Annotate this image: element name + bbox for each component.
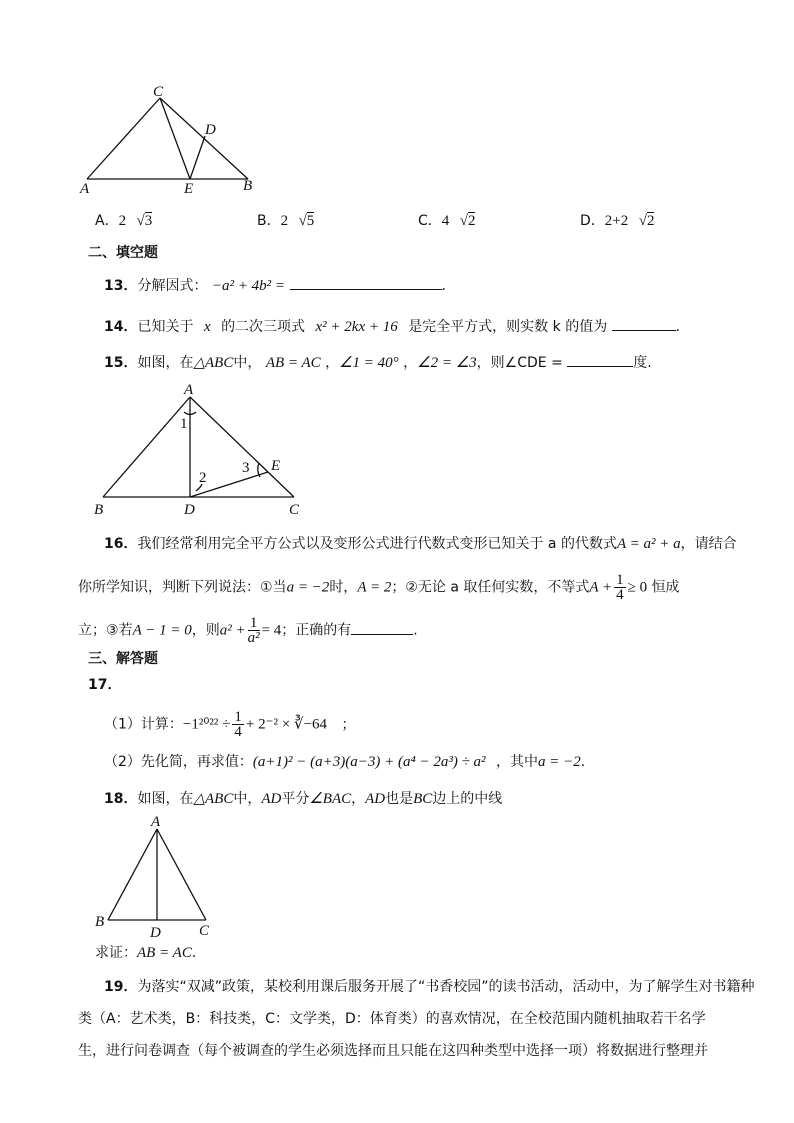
q16-line-2: 你所学知识，判断下列说法：①当a = −2时，A = 2；②无论 a 取任何实数，不等式A + $\frac{1}{4}$ ≥ 0 恒成 bbox=[78, 572, 680, 603]
q15-number: 15． bbox=[104, 355, 138, 371]
q12-option-a: A．2 √3 bbox=[95, 213, 153, 229]
q15-label-b: B bbox=[94, 502, 104, 518]
q15-label-angle-2: 2 bbox=[199, 470, 207, 486]
q15-label-e: E bbox=[271, 458, 281, 474]
q13: 13．分解因式： −a² + 4b² = . bbox=[104, 275, 446, 296]
q14-number: 14． bbox=[104, 319, 138, 335]
q15: 15．如图，在△ABC中， AB = AC ，∠1 = 40° ，∠2 = ∠3，则∠CDE = 度. bbox=[104, 352, 652, 373]
q12-label-e: E bbox=[184, 181, 194, 197]
q18-label-c: C bbox=[199, 923, 210, 939]
q12-option-d: D．2+2 √2 bbox=[580, 213, 655, 229]
q12-option-b: B．2 √5 bbox=[257, 213, 315, 229]
q15-label-angle-3: 3 bbox=[242, 460, 250, 476]
q12-label-b: B bbox=[243, 178, 253, 194]
q16-line-3: 立；③若A − 1 = 0，则a² + $\frac{1}{\text{a²}}$ = 4；正确的有 . bbox=[78, 615, 418, 646]
q18-label-d: D bbox=[150, 925, 161, 941]
q15-label-angle-1: 1 bbox=[180, 416, 188, 432]
q18: 18．如图，在△ABC中，AD平分∠BAC，AD也是BC边上的中线 bbox=[104, 791, 503, 807]
q17-part-1: （1）计算：−1²⁰²² ÷ $\frac{1}{4}$ + 2⁻² × ∛−64 ； bbox=[104, 709, 356, 740]
q15-label-a: A bbox=[184, 382, 194, 398]
q13-number: 13． bbox=[104, 278, 138, 294]
q18-number: 18． bbox=[104, 791, 138, 807]
q12-label-c: C bbox=[153, 84, 164, 100]
q16-line-1: 16．我们经常利用完全平方公式以及变形公式进行代数式变形已知关于 a 的代数式A = a² + a，请结合 bbox=[104, 536, 737, 552]
q12-label-d: D bbox=[205, 122, 216, 138]
q19-line-3: 生，进行问卷调查（每个被调查的学生必须选择而且只能在这四种类型中选择一项）将数据进行整理并 bbox=[78, 1043, 708, 1059]
q16-number: 16． bbox=[104, 536, 138, 552]
q15-label-d: D bbox=[184, 502, 195, 518]
q18-side-ac bbox=[157, 829, 206, 920]
q15-label-c: C bbox=[289, 502, 300, 518]
q19-line-1: 19．为落实“双减”政策，某校利用课后服务开展了“书香校园”的读书活动，活动中，为了解学生对书籍种 bbox=[104, 979, 755, 995]
q12-option-c: C．4 √2 bbox=[418, 213, 476, 229]
q19-number: 19． bbox=[104, 979, 138, 995]
q19-line-2: 类（A：艺术类，B：科技类，C：文学类，D：体育类）的喜欢情况，在全校范围内随机抽取若干名学 bbox=[78, 1011, 706, 1027]
q14: 14．已知关于 x 的二次三项式 x² + 2kx + 16 是完全平方式，则实数 k 的值为 ． bbox=[104, 316, 690, 337]
q18-label-b: B bbox=[95, 914, 105, 930]
q17-part-2: （2）先化简，再求值：(a+1)² − (a+3)(a−3) + (a⁴ − 2a³) ÷ a² ，其中a = −2. bbox=[104, 754, 586, 770]
section-title-fill-in: 二、填空题 bbox=[88, 245, 158, 261]
q12-label-a: A bbox=[80, 181, 90, 197]
q18-prove: 求证：AB = AC. bbox=[95, 945, 197, 961]
q18-label-a: A bbox=[151, 814, 161, 830]
q18-side-ab bbox=[108, 829, 157, 920]
q17-number: 17． bbox=[88, 677, 122, 693]
section-title-answer: 三、解答题 bbox=[88, 651, 158, 667]
